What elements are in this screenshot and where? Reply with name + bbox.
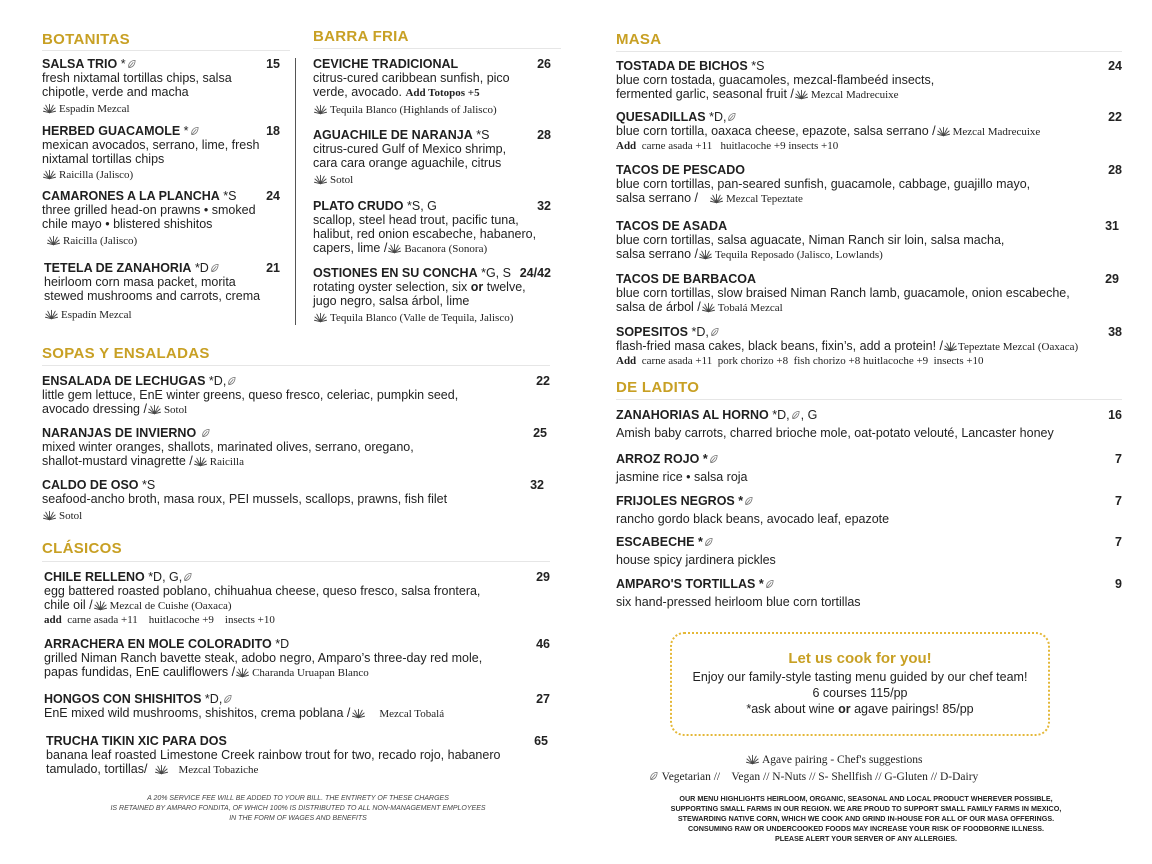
item-price: 22 [536, 374, 550, 388]
item-name: AGUACHILE DE NARANJA [313, 128, 473, 142]
item-description: avocado dressing / [42, 402, 147, 416]
item-description: capers, lime / [313, 241, 388, 255]
item-description: cara cara orange aguachile, citrus [313, 156, 502, 170]
item-description: verde, avocado. [313, 85, 402, 99]
section-title-barra-fria: BARRA FRIA [313, 28, 409, 45]
agave-icon [94, 599, 107, 611]
item-price: 7 [1115, 494, 1122, 508]
leaf-icon [227, 376, 236, 386]
agave-icon [43, 509, 56, 521]
agave-pairing: Tobalá Mezcal [717, 302, 783, 314]
leaf-icon [223, 694, 232, 704]
tasting-menu-box [670, 632, 1050, 736]
item-marks: , G [800, 408, 818, 422]
agave-pairing: Raicilla [209, 456, 244, 468]
add-options: carne asada +11 huitlacoche +9 insects +10 [67, 614, 275, 626]
agave-pairing: Mezcal Madrecuixe [810, 89, 899, 101]
legend-agave-text: Agave pairing - Chef's suggestions [762, 754, 923, 766]
legend-diet [648, 770, 978, 784]
tasting-menu-line: 6 courses 115/pp [812, 686, 908, 700]
menu-item [616, 272, 1119, 315]
menu-item [313, 57, 551, 117]
item-description: halibut, red onion escabeche, habanero, [313, 227, 537, 241]
item-description: salsa serrano / [616, 191, 698, 205]
item-marks: *D, G, [148, 570, 183, 584]
item-description: chipotle, verde and macha [42, 85, 189, 99]
item-price: 21 [266, 261, 280, 275]
item-description: blue corn tortillas, pan-seared sunfish, guacamole, cabbage, guajillo mayo, [616, 177, 1031, 191]
column-divider [295, 58, 296, 325]
item-name: ARRACHERA EN MOLE COLORADITO [44, 637, 272, 651]
item-marks: * [738, 494, 744, 508]
item-name: FRIJOLES NEGROS [616, 494, 735, 508]
section-title-de-ladito: DE LADITO [616, 379, 700, 396]
item-price: 28 [537, 128, 551, 142]
item-price: 38 [1108, 325, 1122, 339]
item-name: AMPARO'S TORTILLAS [616, 577, 756, 591]
agave-icon [702, 301, 715, 313]
item-description: chile mayo • blistered shishitos [42, 217, 213, 231]
item-description: tamulado, tortillas/ [46, 762, 148, 776]
item-description: fermented garlic, seasonal fruit / [616, 87, 794, 101]
agave-icon [148, 403, 161, 415]
item-description: rancho gordo black beans, avocado leaf, epazote [616, 512, 890, 526]
item-name: ZANAHORIAS AL HORNO [616, 408, 769, 422]
agave-icon [937, 125, 950, 137]
item-description: salsa de árbol / [616, 300, 701, 314]
item-description: grilled Niman Ranch bavette steak, adobo negro, Amparo’s three-day red mole, [44, 651, 483, 665]
item-price: 31 [1105, 219, 1119, 233]
leaf-icon [704, 537, 713, 547]
item-marks: *D [275, 637, 290, 651]
item-price: 28 [1108, 163, 1122, 177]
tasting-menu-line: agave pairings! 85/pp [854, 702, 974, 716]
add-option: Add Totopos +5 [405, 87, 480, 99]
agave-icon [710, 192, 723, 204]
item-description: fresh nixtamal tortillas chips, salsa [42, 71, 232, 85]
agave-icon [314, 311, 327, 323]
section-title-botanitas: BOTANITAS [42, 31, 130, 48]
item-marks: *D, [208, 374, 227, 388]
leaf-icon [183, 572, 192, 582]
item-marks: *D, [709, 110, 727, 124]
item-name: TRUCHA TIKIN XIC PARA DOS [46, 734, 227, 748]
section-divider [616, 51, 1122, 52]
agave-icon [352, 707, 365, 719]
add-options: carne asada +11 huitlacoche +9 insects +10 [641, 140, 839, 152]
agave-pairing: Raicilla (Jalisco) [63, 235, 138, 247]
menu-item [313, 266, 559, 325]
leaf-icon [649, 771, 658, 781]
footer-line: IN THE FORM OF WAGES AND BENEFITS [229, 815, 367, 822]
legend-diet-text: Vegetarian // Vegan // N-Nuts // S- Shellfish // G-Gluten // D-Dairy [661, 771, 979, 783]
item-description: flash-fried masa cakes, black beans, fixin’s, add a protein! / [616, 339, 944, 353]
item-description: scallop, steel head trout, pacific tuna, [313, 213, 519, 227]
agave-pairing: Tequila Blanco (Highlands of Jalisco) [330, 104, 497, 116]
item-description: rotating oyster selection, six [313, 280, 468, 294]
item-marks: *S [476, 128, 490, 142]
item-price: 24 [266, 189, 280, 203]
tasting-menu-title: Let us cook for you! [788, 650, 932, 667]
item-marks: *D, [204, 692, 223, 706]
tasting-menu-line: Enjoy our family-style tasting menu guided by our chef team! [692, 670, 1028, 684]
item-name: TETELA DE ZANAHORIA [44, 261, 192, 275]
item-name: TACOS DE ASADA [616, 219, 728, 233]
item-price: 15 [266, 57, 280, 71]
item-price: 16 [1108, 408, 1122, 422]
item-description: six hand-pressed heirloom blue corn tortillas [616, 595, 861, 609]
agave-pairing: Mezcal Tepeztate [725, 193, 803, 205]
agave-icon [43, 102, 56, 114]
item-marks: *G, S [481, 266, 511, 280]
menu-item [616, 494, 1122, 526]
agave-pairing: Mezcal Tobaziche [178, 764, 259, 776]
menu-item [313, 199, 551, 256]
item-description: nixtamal tortillas chips [42, 152, 165, 166]
item-description: mixed winter oranges, shallots, marinated olives, serrano, oregano, [42, 440, 414, 454]
or-text: or [470, 280, 484, 294]
section-divider [42, 365, 550, 366]
item-name: OSTIONES EN SU CONCHA [313, 266, 478, 280]
item-marks: * [702, 452, 708, 466]
item-marks: * [180, 124, 189, 138]
item-description: seafood-ancho broth, masa roux, PEI mussels, scallops, prawns, fish filet [42, 492, 448, 506]
menu-item [44, 692, 550, 721]
section-title-clasicos: CLÁSICOS [42, 540, 122, 557]
item-description: blue corn tortillas, salsa aguacate, Niman Ranch sir loin, salsa macha, [616, 233, 1005, 247]
agave-pairing: Sotol [59, 510, 83, 522]
sourcing-note [640, 794, 1092, 844]
menu-item [42, 57, 280, 116]
item-price: 26 [537, 57, 551, 71]
item-price: 29 [536, 570, 550, 584]
agave-pairing: Charanda Uruapan Blanco [252, 667, 369, 679]
footer-line: PLEASE ALERT YOUR SERVER OF ANY ALLERGIES. [774, 834, 958, 843]
or-text: or [838, 702, 851, 716]
leaf-icon [127, 59, 136, 69]
item-price: 27 [536, 692, 550, 706]
item-description: house spicy jardinera pickles [616, 553, 776, 567]
menu-item [616, 535, 1122, 567]
item-name: HERBED GUACAMOLE [42, 124, 181, 138]
menu-item [42, 374, 550, 417]
menu-item [42, 124, 280, 182]
footer-line: IS RETAINED BY AMPARO FONDITA, OF WHICH 100% IS DISTRIBUTED TO ALL NON-MANAGEMENT EMPLOYEES [110, 805, 486, 812]
item-description: citrus-cured Gulf of Mexico shrimp, [313, 142, 507, 156]
item-description: salsa serrano / [616, 247, 698, 261]
leaf-icon [201, 428, 210, 438]
item-name: PLATO CRUDO [313, 199, 404, 213]
menu-item [313, 128, 551, 187]
menu-item [616, 219, 1119, 262]
item-description: little gem lettuce, EnE winter greens, queso fresco, celeriac, pumpkin seed, [42, 388, 459, 402]
item-marks: *S, G [407, 199, 437, 213]
item-name: HONGOS CON SHISHITOS [44, 692, 202, 706]
item-description: mexican avocados, serrano, lime, fresh [42, 138, 260, 152]
agave-pairing: Espadín Mezcal [59, 103, 130, 115]
footer-line: A 20% SERVICE FEE WILL BE ADDED TO YOUR BILL. THE ENTIRETY OF THESE CHARGES [147, 795, 449, 802]
section-title-sopas: SOPAS Y ENSALADAS [42, 345, 210, 362]
agave-icon [388, 242, 401, 254]
item-price: 25 [533, 426, 547, 440]
footer-line: CONSUMING RAW OR UNDERCOOKED FOODS MAY INCREASE YOUR RISK OF FOODBORNE ILLNESS. [687, 824, 1045, 833]
agave-pairing: Tequila Blanco (Valle de Tequila, Jalisco) [330, 312, 514, 324]
item-price: 24 [1108, 59, 1122, 73]
item-marks: *S [751, 59, 765, 73]
item-price: 29 [1105, 272, 1119, 286]
item-description: banana leaf roasted Limestone Creek rainbow trout for two, recado rojo, habanero [46, 748, 501, 762]
item-price: 32 [537, 199, 551, 213]
item-price: 7 [1115, 535, 1122, 549]
item-name: CEVICHE TRADICIONAL [313, 57, 459, 71]
agave-icon [314, 173, 327, 185]
item-description: stewed mushrooms and carrots, crema [44, 289, 261, 303]
item-name: ENSALADA DE LECHUGAS [42, 374, 206, 388]
agave-icon [746, 753, 759, 765]
item-marks: *S [142, 478, 156, 492]
item-marks: *D, [691, 325, 709, 339]
item-name: SALSA TRIO [42, 57, 118, 71]
item-name: TACOS DE BARBACOA [616, 272, 757, 286]
item-name: SOPESITOS [616, 325, 689, 339]
item-marks: * [120, 57, 126, 71]
footer-line: STEWARDING NATIVE CORN, WHICH WE COOK AND GRIND IN-HOUSE FOR ALL OF OUR MASA OFFERINGS. [677, 814, 1055, 823]
menu-item [616, 325, 1122, 368]
item-description: citrus-cured caribbean sunfish, pico [313, 71, 510, 85]
item-price: 46 [536, 637, 550, 651]
menu-item [616, 59, 1122, 102]
section-divider [42, 561, 550, 562]
item-name: ESCABECHE [616, 535, 695, 549]
item-description: jugo negro, salsa árbol, lime [313, 294, 470, 308]
item-description: shallot-mustard vinagrette / [42, 454, 193, 468]
agave-icon [236, 666, 249, 678]
legend-agave [745, 753, 923, 767]
item-price: 24/42 [519, 266, 551, 280]
add-label: add [44, 614, 62, 626]
menu-item [616, 452, 1122, 484]
agave-pairing: Bacanora (Sonora) [404, 243, 488, 255]
item-price: 9 [1115, 577, 1122, 591]
item-description: blue corn tortilla, oaxaca cheese, epazote, salsa serrano / [616, 124, 936, 138]
item-description: Amish baby carrots, charred brioche mole, oat-potato velouté, Lancaster honey [616, 426, 1054, 440]
item-price: 7 [1115, 452, 1122, 466]
section-title-masa: MASA [616, 31, 662, 48]
section-divider [42, 50, 290, 51]
leaf-icon [210, 263, 219, 273]
agave-pairing: Sotol [163, 404, 188, 416]
leaf-icon [710, 327, 719, 337]
item-name: CHILE RELLENO [44, 570, 145, 584]
section-divider [616, 399, 1122, 400]
agave-icon [155, 763, 168, 775]
leaf-icon [709, 454, 718, 464]
item-price: 65 [534, 734, 548, 748]
menu-item [616, 577, 1122, 609]
item-name: ARROZ ROJO [616, 452, 700, 466]
menu-item [44, 570, 550, 627]
item-name: NARANJAS DE INVIERNO [42, 426, 197, 440]
leaf-icon [765, 579, 774, 589]
item-marks: * [697, 535, 703, 549]
tasting-menu-line: *ask about wine [746, 702, 835, 716]
menu-item [44, 261, 280, 322]
item-price: 18 [266, 124, 280, 138]
item-marks: * [758, 577, 764, 591]
agave-icon [194, 455, 207, 467]
add-label: Add [616, 355, 637, 367]
menu-item [46, 734, 550, 777]
item-description: EnE mixed wild mushrooms, shishitos, crema poblana / [44, 706, 351, 720]
menu-item [42, 189, 280, 248]
agave-icon [699, 248, 712, 260]
agave-pairing: Mezcal Tobalá [379, 708, 445, 720]
item-description: egg battered roasted poblano, chihuahua cheese, queso fresco, salsa frontera, [44, 584, 481, 598]
agave-pairing: Tequila Reposado (Jalisco, Lowlands) [714, 249, 883, 261]
agave-pairing: Mezcal Madrecuixe [952, 126, 1041, 138]
item-marks: *D [194, 261, 209, 275]
add-options: carne asada +11 pork chorizo +8 fish chorizo +8 huitlacoche +9 insects +10 [641, 355, 984, 367]
item-description: papas fundidas, EnE cauliflowers / [44, 665, 236, 679]
agave-pairing: Espadín Mezcal [61, 309, 132, 321]
leaf-icon [190, 126, 199, 136]
menu-item [616, 408, 1122, 440]
item-description: chile oil / [44, 598, 93, 612]
agave-icon [314, 103, 327, 115]
item-description: blue corn tostada, guacamoles, mezcal-flambeéd insects, [616, 73, 935, 87]
item-name: CALDO DE OSO [42, 478, 139, 492]
agave-pairing: Raicilla (Jalisco) [59, 169, 134, 181]
agave-icon [795, 88, 808, 100]
agave-pairing: Mezcal de Cuishe (Oaxaca) [109, 600, 232, 612]
item-description: heirloom corn masa packet, morita [44, 275, 236, 289]
item-description: blue corn tortillas, slow braised Niman Ranch lamb, guacamole, onion escabeche, [616, 286, 1070, 300]
item-name: CAMARONES A LA PLANCHA [42, 189, 220, 203]
item-price: 22 [1108, 110, 1122, 124]
agave-icon [47, 234, 60, 246]
agave-icon [944, 340, 957, 352]
agave-icon [45, 308, 58, 320]
item-description: jasmine rice • salsa roja [616, 470, 748, 484]
agave-pairing: Sotol [330, 174, 354, 186]
service-fee-note [58, 794, 538, 824]
menu-item [616, 110, 1122, 153]
add-label: Add [616, 140, 637, 152]
item-price: 32 [530, 478, 544, 492]
footer-line: SUPPORTING SMALL FARMS IN OUR REGION. WE ARE PROUD TO SUPPORT SMALL FAMILY FARMS IN MEXICO, [670, 804, 1062, 813]
leaf-icon [727, 112, 736, 122]
item-name: QUESADILLAS [616, 110, 706, 124]
leaf-icon [791, 410, 800, 420]
section-divider [313, 48, 561, 49]
item-marks: *D, [772, 408, 790, 422]
item-description: three grilled head-on prawns • smoked [42, 203, 256, 217]
item-marks: *S [223, 189, 237, 203]
item-name: TACOS DE PESCADO [616, 163, 745, 177]
agave-pairing: Tepeztate Mezcal (Oaxaca) [958, 341, 1079, 353]
menu-item [616, 163, 1122, 206]
menu-item [42, 478, 544, 523]
item-name: TOSTADA DE BICHOS [616, 59, 748, 73]
item-description: twelve, [486, 280, 526, 294]
footer-line: OUR MENU HIGHLIGHTS HEIRLOOM, ORGANIC, SEASONAL AND LOCAL PRODUCT WHEREVER POSSIBLE, [679, 794, 1053, 803]
menu-item [44, 637, 550, 680]
menu-item [42, 426, 547, 469]
agave-icon [43, 168, 56, 180]
leaf-icon [744, 496, 753, 506]
